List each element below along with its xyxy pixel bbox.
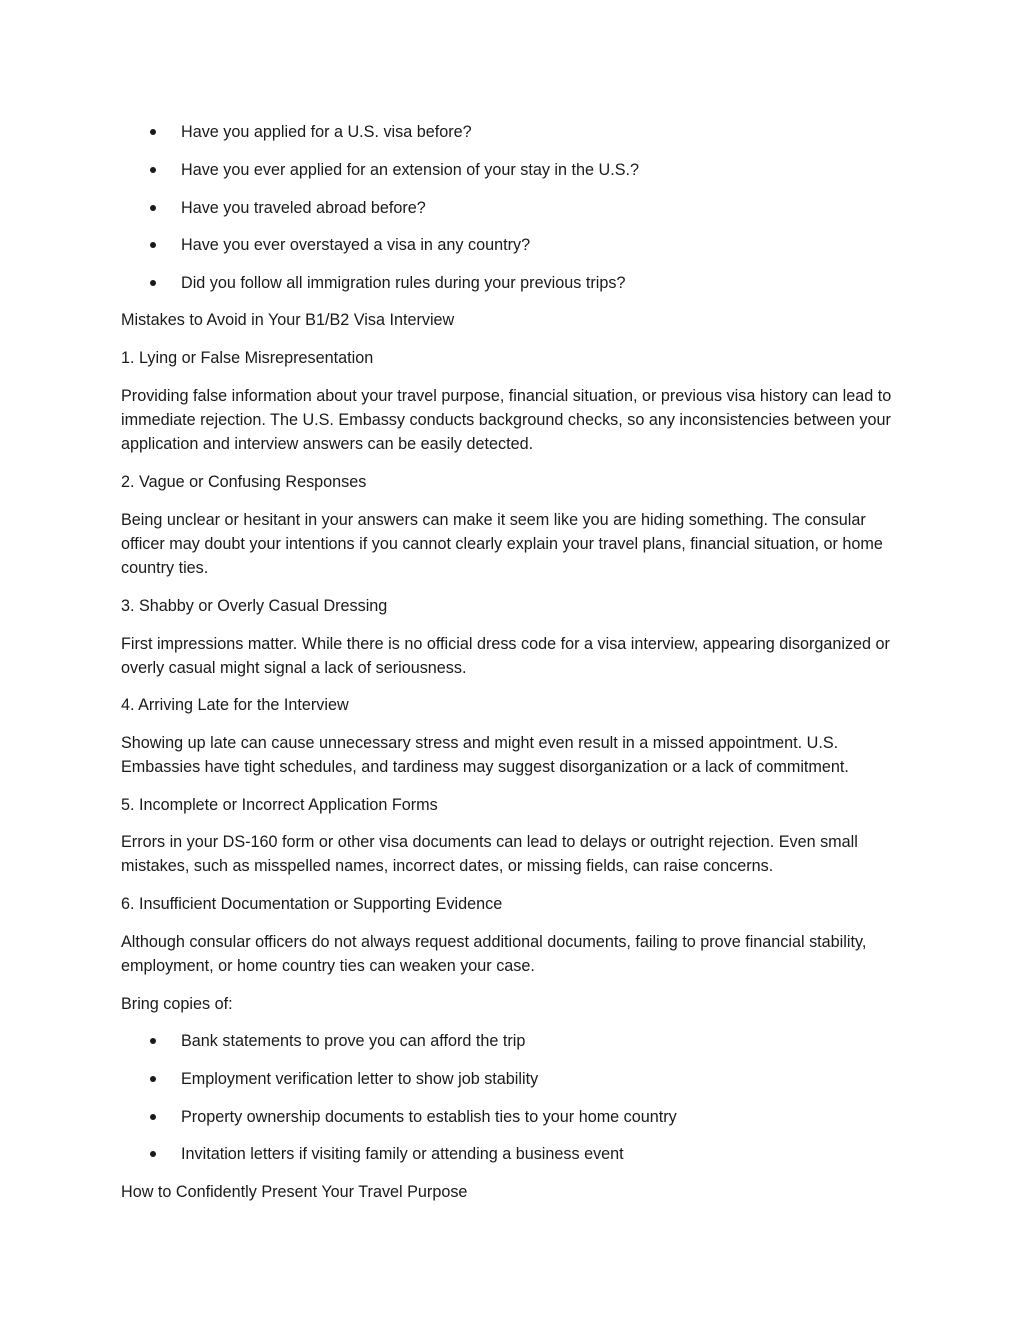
bullet-icon (150, 1038, 156, 1044)
item-body: Errors in your DS-160 form or other visa documents can lead to delays or outright rejection. Even small mistakes, such as misspelled names, incorrect dates, or missing fields, can raise concerns. (121, 833, 858, 875)
bullet-icon (150, 167, 156, 173)
item-heading: 5. Incomplete or Incorrect Application Forms (121, 796, 438, 814)
item-body: Being unclear or hesitant in your answers can make it seem like you are hiding something. The consular officer may doubt your intentions if you cannot clearly explain your travel plans, financial situation, or home country ties. (121, 511, 883, 577)
bullet-icon (150, 129, 156, 135)
item-body: Showing up late can cause unnecessary stress and might even result in a missed appointment. U.S. Embassies have tight schedules, and tardiness may suggest disorganization or a lack of commitment. (121, 734, 849, 776)
item-heading: 4. Arriving Late for the Interview (121, 696, 349, 714)
section-title: Mistakes to Avoid in Your B1/B2 Visa Interview (121, 311, 455, 329)
item-heading: 6. Insufficient Documentation or Supporting Evidence (121, 895, 503, 913)
item-body: Providing false information about your travel purpose, financial situation, or previous visa history can lead to immediate rejection. The U.S. Embassy conducts background checks, so any inconsistencies between your application and interview answers can be easily detected. (121, 387, 892, 453)
bullet-icon (150, 242, 156, 248)
bullet-icon (150, 1114, 156, 1120)
item-heading: 3. Shabby or Overly Casual Dressing (121, 597, 388, 615)
bullet-icon (150, 280, 156, 286)
final-heading: How to Confidently Present Your Travel Purpose (121, 1183, 468, 1201)
bullet-icon (150, 205, 156, 211)
document-page: Have you applied for a U.S. visa before? Have you ever applied for an extension of your stay in the U.S.? Have you traveled abroad before? Have you ever overstayed a visa in any country? Did you follow all immigration rules during your previous trips? Mistakes to Avoid in Your B1/B2 Visa Interview 1. Lying or False Misrepresentation Providing false information about your travel purpose, financial situation, or previous visa history can lead to immediate rejection. The U.S. Embassy conducts background checks, so any inconsistencies between your application and interview answers can be easily detected. 2. Vague or Confusing Responses Being unclear or hesitant in your answers can make it seem like you are hiding something. The consular officer may doubt your intentions if you cannot clearly explain your travel plans, financial situation, or home country ties. 3. Shabby or Overly Casual Dressing First impressions matter. While there is no official dress code for a visa interview, appearing disorganized or overly casual might signal a lack of seriousness. 4. Arriving Late for the Interview Showing up late can cause unnecessary stress and might even result in a missed appointment. U.S. Embassies have tight schedules, and tardiness may suggest disorganization or a lack of commitment. 5. Incomplete or Incorrect Application Forms Errors in your DS-160 form or other visa documents can lead to delays or outright rejection. Even small mistakes, such as misspelled names, incorrect dates, or missing fields, can raise concerns. 6. Insufficient Documentation or Supporting Evidence Although consular officers do not always request additional documents, failing to prove financial stability, employment, or home country ties can weaken your case. Bring copies of: Bank statements to prove you can afford the trip Employment verification letter to show job stability Property ownership documents to establish ties to your home country Invitation letters if visiting family or attending a business event How to Confidently Present Your Travel Purpose (0, 0, 1024, 1325)
bullet-icon (150, 1151, 156, 1157)
bring-copies-label: Bring copies of: (121, 995, 233, 1013)
bullet-icon (150, 1076, 156, 1082)
item-body: Although consular officers do not always request additional documents, failing to prove financial stability, employment, or home country ties can weaken your case. (121, 933, 867, 975)
item-heading: 1. Lying or False Misrepresentation (121, 349, 374, 367)
item-body: First impressions matter. While there is no official dress code for a visa interview, appearing disorganized or overly casual might signal a lack of seriousness. (121, 635, 890, 677)
item-heading: 2. Vague or Confusing Responses (121, 473, 367, 491)
